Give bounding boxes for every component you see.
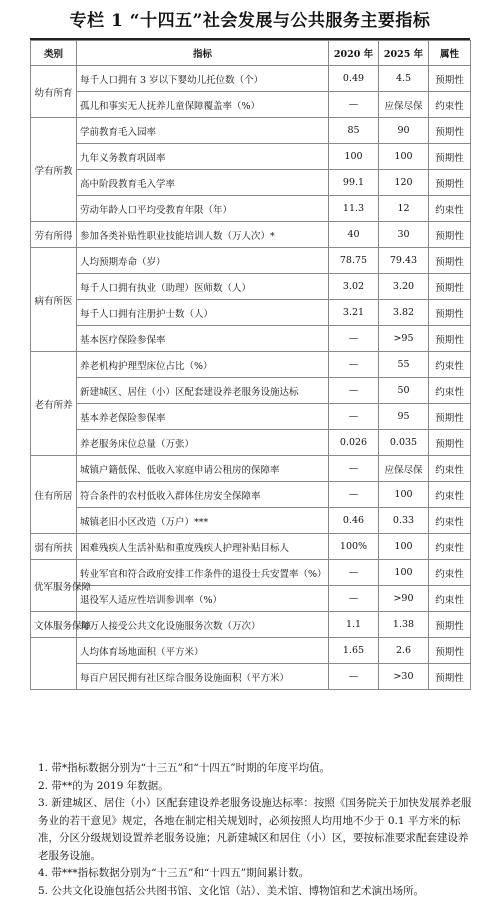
- indicator-cell: 劳动年龄人口平均受教育年限（年）: [77, 196, 329, 222]
- header-category: 类别: [31, 41, 77, 66]
- category-cell: 幼有所育: [31, 66, 77, 118]
- footnote: 2. 带**的为 2019 年数据。: [38, 779, 169, 792]
- indicator-cell: 孤儿和事实无人抚养儿童保障覆盖率（%）: [77, 92, 329, 118]
- footnotes: [38, 760, 478, 900]
- value-2025-cell: 100: [379, 560, 429, 586]
- table-row: [31, 274, 471, 300]
- value-2025-cell: >95: [379, 326, 429, 352]
- category-cell: 病有所医: [31, 248, 77, 352]
- indicator-cell: 转业军官和符合政府安排工作条件的退役士兵安置率（%）: [77, 560, 329, 586]
- indicator-cell: 参加各类补贴性职业技能培训人数（万人次）*: [77, 222, 329, 248]
- value-2020-cell: —: [329, 352, 379, 378]
- table-row: [31, 404, 471, 430]
- indicator-cell: 新建城区、居住（小）区配套建设养老服务设施达标: [77, 378, 329, 404]
- indicator-cell: 每万人接受公共文化设施服务次数（万次）: [77, 612, 329, 638]
- value-2025-cell: 12: [379, 196, 429, 222]
- attribute-cell: 预期性: [429, 326, 471, 352]
- indicator-cell: 每百户居民拥有社区综合服务设施面积（平方米）: [77, 664, 329, 690]
- table-row: [31, 222, 471, 248]
- category-cell: [31, 638, 77, 690]
- indicator-cell: 每千人口拥有执业（助理）医师数（人）: [77, 274, 329, 300]
- value-2025-cell: 79.43: [379, 248, 429, 274]
- attribute-cell: 预期性: [429, 300, 471, 326]
- value-2020-cell: —: [329, 378, 379, 404]
- value-2020-cell: 85: [329, 118, 379, 144]
- attribute-cell: 预期性: [429, 664, 471, 690]
- value-2020-cell: 11.3: [329, 196, 379, 222]
- footnote: 1. 带*指标数据分别为“十三五”和“十四五”时期的年度平均值。: [38, 762, 331, 774]
- value-2025-cell: 100: [379, 534, 429, 560]
- category-cell: 优军服务保障: [31, 560, 77, 612]
- value-2025-cell: 50: [379, 378, 429, 404]
- value-2025-cell: >90: [379, 586, 429, 612]
- attribute-cell: 预期性: [429, 612, 471, 638]
- indicator-cell: 基本养老保险参保率: [77, 404, 329, 430]
- value-2020-cell: —: [329, 456, 379, 482]
- value-2020-cell: —: [329, 482, 379, 508]
- value-2025-cell: 4.5: [379, 66, 429, 92]
- table-row: [31, 560, 471, 586]
- attribute-cell: 预期性: [429, 222, 471, 248]
- attribute-cell: 约束性: [429, 508, 471, 534]
- footnote: 4. 带***指标数据分别为“十三五”和“十四五”期间累计数。: [38, 867, 310, 879]
- value-2020-cell: —: [329, 560, 379, 586]
- value-2020-cell: 3.21: [329, 300, 379, 326]
- footnote: 5. 公共文化设施包括公共图书馆、文化馆（站）、美术馆、博物馆和艺术演出场所。: [38, 884, 425, 897]
- indicator-cell: 养老机构护理型床位占比（%）: [77, 352, 329, 378]
- table-header-row: [31, 41, 471, 66]
- table-row: [31, 586, 471, 612]
- attribute-cell: 约束性: [429, 92, 471, 118]
- category-cell: 老有所养: [31, 352, 77, 456]
- value-2025-cell: 0.035: [379, 430, 429, 456]
- value-2025-cell: 3.82: [379, 300, 429, 326]
- attribute-cell: 约束性: [429, 586, 471, 612]
- value-2025-cell: 1.38: [379, 612, 429, 638]
- attribute-cell: 约束性: [429, 560, 471, 586]
- value-2025-cell: 55: [379, 352, 429, 378]
- table-row: [31, 118, 471, 144]
- indicator-cell: 困难残疾人生活补贴和重度残疾人护理补贴目标人: [77, 534, 329, 560]
- header-2025: 2025 年: [379, 41, 429, 66]
- attribute-cell: 预期性: [429, 248, 471, 274]
- table-row: [31, 326, 471, 352]
- value-2020-cell: 0.026: [329, 430, 379, 456]
- indicator-cell: 城镇老旧小区改造（万户）***: [77, 508, 329, 534]
- value-2020-cell: —: [329, 404, 379, 430]
- value-2025-cell: 95: [379, 404, 429, 430]
- header-indicator: 指标: [77, 41, 329, 66]
- table-row: [31, 534, 471, 560]
- table-row: [31, 300, 471, 326]
- category-cell: 弱有所扶: [31, 534, 77, 560]
- attribute-cell: 约束性: [429, 378, 471, 404]
- value-2020-cell: —: [329, 586, 379, 612]
- attribute-cell: 预期性: [429, 274, 471, 300]
- value-2025-cell: 90: [379, 118, 429, 144]
- indicator-cell: 学前教育毛入园率: [77, 118, 329, 144]
- table-row: [31, 638, 471, 664]
- category-cell: 住有所居: [31, 456, 77, 534]
- indicator-cell: 退役军人适应性培训参训率（%）: [77, 586, 329, 612]
- indicator-cell: 每千人口拥有注册护士数（人）: [77, 300, 329, 326]
- value-2020-cell: 1.1: [329, 612, 379, 638]
- footnote: 3. 新建城区、居住（小）区配套建设养老服务设施达标率：按照《国务院关于加快发展养老服 务业的若干意见》规定，各地在制定相关规划时，必须按照人均用地不少于 0.1 平方米的标准，分区分级规划设置养老服务设施；凡新建城区和居住（小）区，要按标准要求配套建设养老服务设施。: [38, 797, 472, 862]
- table-row: [31, 508, 471, 534]
- table-row: [31, 378, 471, 404]
- header-attribute: 属性: [429, 41, 471, 66]
- indicator-cell: 高中阶段教育毛入学率: [77, 170, 329, 196]
- value-2025-cell: 3.20: [379, 274, 429, 300]
- indicator-cell: 每千人口拥有 3 岁以下婴幼儿托位数（个）: [77, 66, 329, 92]
- table-row: [31, 482, 471, 508]
- category-cell: 劳有所得: [31, 222, 77, 248]
- value-2025-cell: 应保尽保: [379, 92, 429, 118]
- table-row: [31, 612, 471, 638]
- value-2025-cell: 120: [379, 170, 429, 196]
- table-row: [31, 352, 471, 378]
- value-2025-cell: 100: [379, 144, 429, 170]
- value-2025-cell: 100: [379, 482, 429, 508]
- attribute-cell: 预期性: [429, 170, 471, 196]
- value-2020-cell: 3.02: [329, 274, 379, 300]
- attribute-cell: 约束性: [429, 352, 471, 378]
- attribute-cell: 约束性: [429, 534, 471, 560]
- category-cell: 学有所教: [31, 118, 77, 222]
- value-2020-cell: —: [329, 326, 379, 352]
- attribute-cell: 预期性: [429, 638, 471, 664]
- value-2020-cell: 0.49: [329, 66, 379, 92]
- value-2020-cell: 99.1: [329, 170, 379, 196]
- attribute-cell: 预期性: [429, 404, 471, 430]
- value-2025-cell: 30: [379, 222, 429, 248]
- value-2020-cell: —: [329, 92, 379, 118]
- table-row: [31, 196, 471, 222]
- indicator-cell: 基本医疗保险参保率: [77, 326, 329, 352]
- attribute-cell: 约束性: [429, 456, 471, 482]
- attribute-cell: 预期性: [429, 66, 471, 92]
- attribute-cell: 约束性: [429, 196, 471, 222]
- value-2020-cell: 78.75: [329, 248, 379, 274]
- table-row: [31, 66, 471, 92]
- table-row: [31, 170, 471, 196]
- indicator-cell: 九年义务教育巩固率: [77, 144, 329, 170]
- table-row: [31, 456, 471, 482]
- indicator-cell: 养老服务床位总量（万张）: [77, 430, 329, 456]
- table-row: [31, 664, 471, 690]
- table-row: [31, 248, 471, 274]
- table-row: [31, 144, 471, 170]
- header-2020: 2020 年: [329, 41, 379, 66]
- attribute-cell: 约束性: [429, 482, 471, 508]
- indicator-cell: 人均预期寿命（岁）: [77, 248, 329, 274]
- table-body: [31, 66, 471, 690]
- value-2025-cell: >30: [379, 664, 429, 690]
- table-row: [31, 92, 471, 118]
- indicator-cell: 人均体育场地面积（平方米）: [77, 638, 329, 664]
- indicator-cell: 符合条件的农村低收入群体住房安全保障率: [77, 482, 329, 508]
- value-2025-cell: 应保尽保: [379, 456, 429, 482]
- attribute-cell: 预期性: [429, 430, 471, 456]
- value-2025-cell: 2.6: [379, 638, 429, 664]
- table-row: [31, 430, 471, 456]
- value-2020-cell: 0.46: [329, 508, 379, 534]
- attribute-cell: 预期性: [429, 144, 471, 170]
- indicator-cell: 城镇户籍低保、低收入家庭申请公租房的保障率: [77, 456, 329, 482]
- value-2020-cell: 100%: [329, 534, 379, 560]
- category-cell: 文体服务保障: [31, 612, 77, 638]
- value-2020-cell: 1.65: [329, 638, 379, 664]
- value-2020-cell: —: [329, 664, 379, 690]
- value-2020-cell: 40: [329, 222, 379, 248]
- table-title: 专栏 1 “十四五”社会发展与公共服务主要指标: [69, 11, 431, 31]
- value-2025-cell: 0.33: [379, 508, 429, 534]
- indicators-table: [30, 40, 471, 690]
- value-2020-cell: 100: [329, 144, 379, 170]
- attribute-cell: 预期性: [429, 118, 471, 144]
